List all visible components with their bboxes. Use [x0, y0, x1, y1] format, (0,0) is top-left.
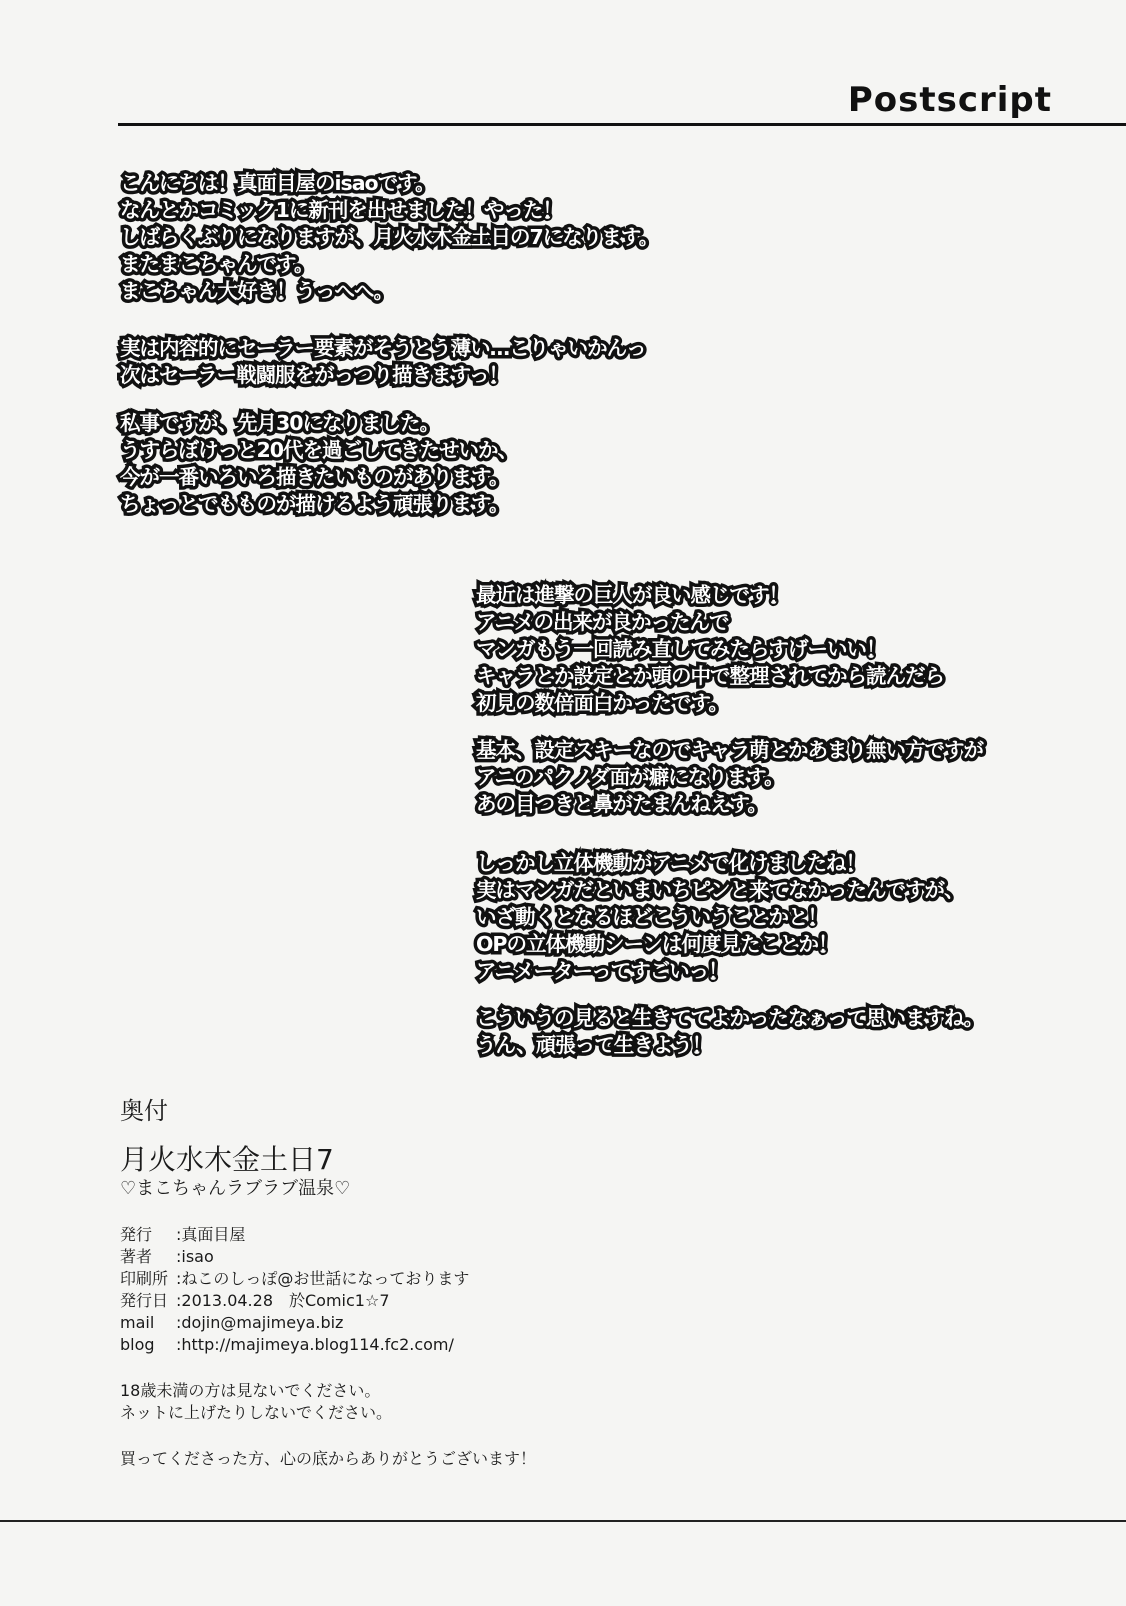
- info-row-blog: blog : http://majimeya.blog114.fc2.com/: [120, 1335, 454, 1354]
- text-line: いざ動くとなるほどこういうことかと！: [476, 905, 827, 929]
- notes: [120, 1380, 536, 1424]
- text-line: 私事ですが、先月30になりました。: [120, 411, 440, 435]
- postscript-paragraph-7: [476, 1005, 983, 1059]
- text-line: しっかし立体機動がアニメで化けましたね！: [476, 851, 865, 875]
- info-label: 印刷所: [120, 1269, 169, 1288]
- postscript-paragraph-3: [120, 410, 517, 518]
- info-label: 発行日: [120, 1291, 169, 1310]
- postscript-title: Postscript: [847, 80, 1052, 120]
- info-row-mail: mail : dojin@majimeya.biz: [120, 1313, 344, 1332]
- text-line: しばらくぶりになりますが、月火水木金土日の7になります。: [120, 225, 659, 249]
- text-line: OPの立体機動シーンは何度見たことか！: [476, 932, 838, 956]
- info-label: 発行: [120, 1225, 153, 1244]
- postscript-paragraph-6: [476, 850, 964, 985]
- info-value: isao: [181, 1247, 214, 1266]
- text-line: 次はセーラー戦闘服をがっつり描きますっ！: [120, 363, 508, 387]
- text-line: マンガもう一回読み直してみたらすげーいい！: [476, 637, 886, 661]
- footer-rule: [0, 1520, 1126, 1522]
- text-line: こんにちは！真面目屋のisaoです。: [120, 171, 435, 195]
- info-row-author: 著者 : isao: [120, 1247, 214, 1266]
- info-value: dojin@majimeya.biz: [181, 1313, 344, 1332]
- colophon: [120, 1096, 536, 1470]
- text-line: うすらぼけっと20代を過ごしてきたせいか、: [120, 438, 518, 462]
- info-label: mail: [120, 1313, 155, 1332]
- text-line: 実はマンガだといまいちピンと来てなかったんですが、: [476, 878, 964, 902]
- text-line: アニのパクノダ面が癖になります。: [476, 765, 784, 789]
- info-value: http://majimeya.blog114.fc2.com/: [181, 1335, 454, 1354]
- text-line: またまこちゃんです。: [120, 252, 314, 276]
- text-line: アニメの出来が良かったんで: [476, 610, 729, 634]
- info-row-printer: 印刷所 : ねこのしっぽ@お世話になっております: [120, 1269, 470, 1288]
- postscript-paragraph-5: [476, 737, 983, 818]
- postscript-paragraph-2: [120, 335, 646, 389]
- info-value: ねこのしっぽ@お世話になっております: [181, 1269, 470, 1288]
- text-line: 今が一番いろいろ描きたいものがあります。: [120, 465, 509, 489]
- text-line: こういうの見ると生きててよかったなぁって思いますね。: [476, 1006, 983, 1030]
- note-line: ネットに上げたりしないでください。: [120, 1403, 393, 1422]
- text-line: 初見の数倍面白かったです。: [476, 691, 728, 715]
- info-label: 著者: [120, 1247, 153, 1266]
- colophon-heading: 奥付: [120, 1097, 168, 1125]
- text-line: あの目つきと鼻がたまんねえす。: [476, 792, 767, 816]
- note-line: 18歳未満の方は見ないでください。: [120, 1381, 381, 1400]
- info-label: blog: [120, 1335, 155, 1354]
- text-line: アニメーターってすごいっ！: [476, 959, 728, 983]
- text-line: 最近は進撃の巨人が良い感じです！: [476, 583, 788, 607]
- text-line: なんとかコミック1に新刊を出せました！やった！: [120, 198, 562, 222]
- thanks-message: 買ってくださった方、心の底からありがとうございます！: [120, 1449, 537, 1468]
- postscript-paragraph-4: [476, 582, 944, 717]
- info-value: 2013.04.28 於Comic1☆7: [181, 1291, 390, 1310]
- text-line: 基本、設定スキーなのでキャラ萌とかあまり無い方ですが: [476, 738, 983, 762]
- info-row-publisher: 発行 : 真面目屋: [120, 1225, 246, 1244]
- text-line: キャラとか設定とか頭の中で整理されてから読んだら: [476, 664, 944, 688]
- book-title: 月火水木金土日7: [120, 1143, 334, 1176]
- info-value: 真面目屋: [181, 1225, 246, 1244]
- text-line: まこちゃん大好き！うっへへ。: [120, 279, 393, 303]
- text-line: うん、頑張って生きよう！: [476, 1033, 712, 1057]
- publication-info: [120, 1224, 536, 1356]
- header-rule: [118, 123, 1126, 126]
- book-subtitle: ♡まこちゃんラブラブ温泉♡: [120, 1178, 351, 1199]
- text-line: ちょっとでもものが描けるよう頑張ります。: [120, 492, 509, 516]
- text-line: 実は内容的にセーラー要素がそうとう薄い…こりゃいかんっ: [120, 336, 646, 360]
- info-row-date: 発行日 : 2013.04.28 於Comic1☆7: [120, 1291, 390, 1310]
- postscript-paragraph-1: [120, 170, 658, 305]
